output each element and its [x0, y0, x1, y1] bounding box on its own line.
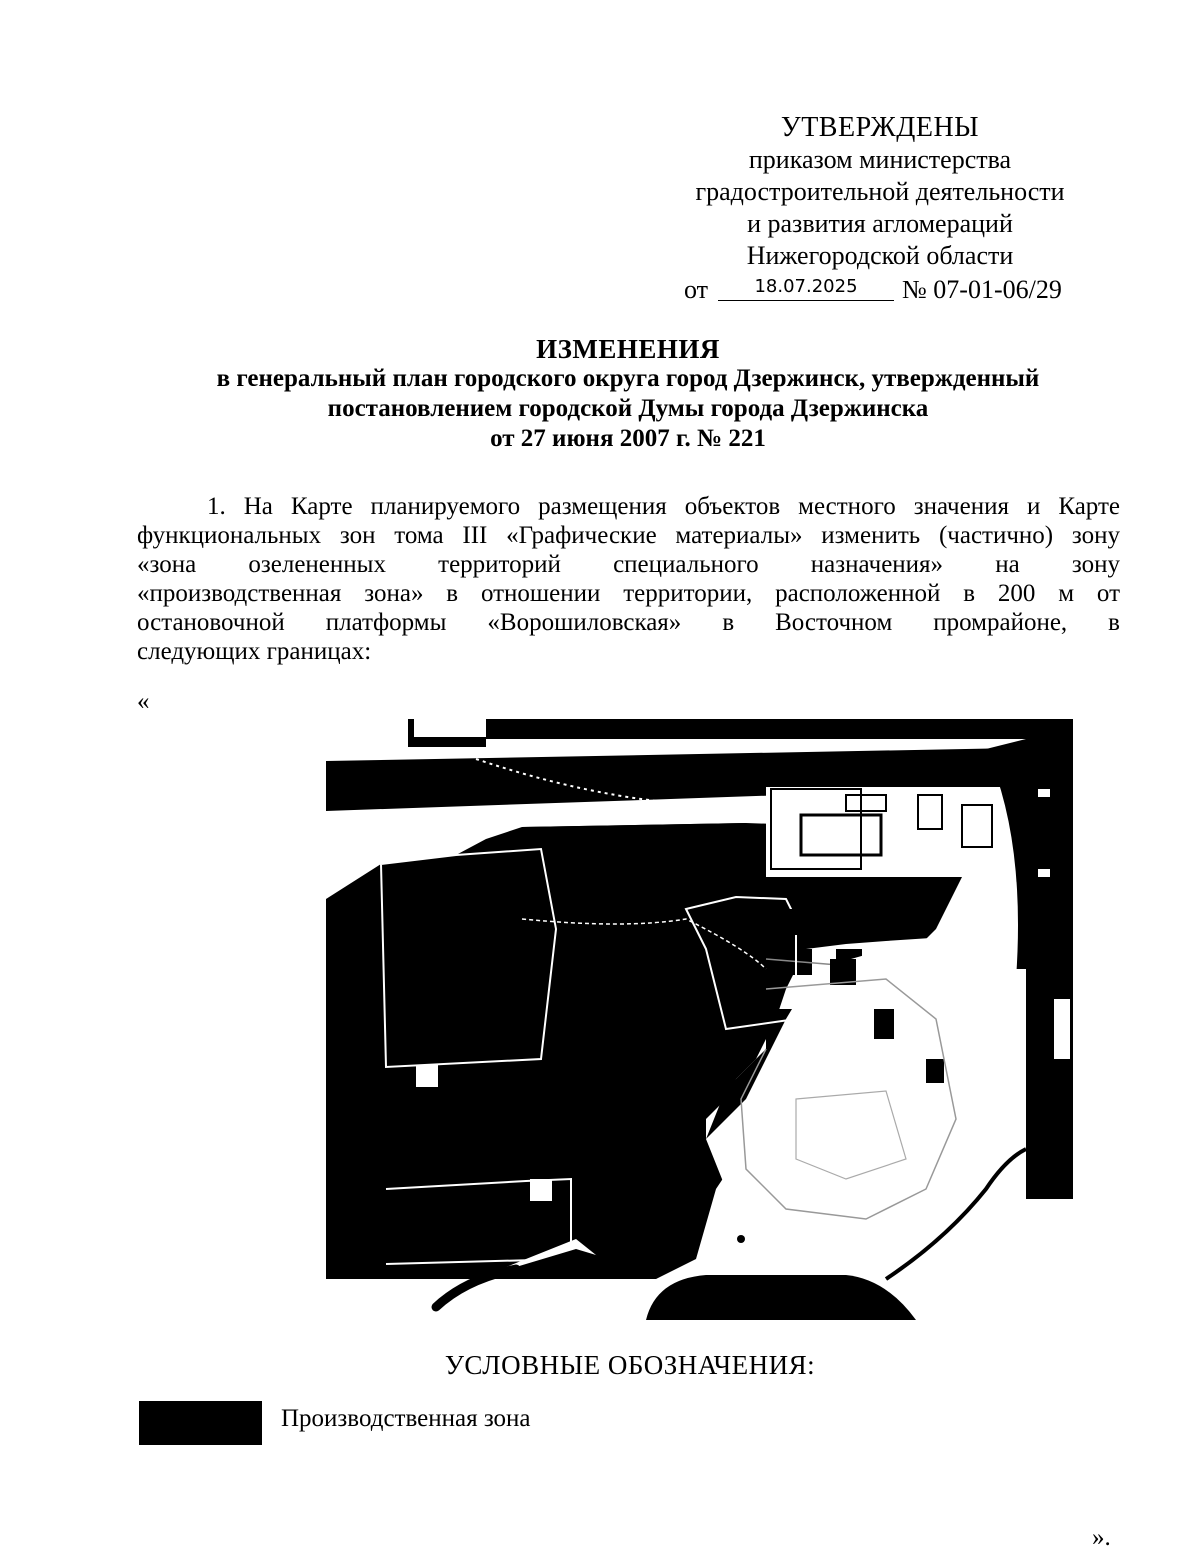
- quote-open: «: [137, 688, 150, 715]
- body-line: следующих границах:: [137, 638, 372, 665]
- approval-number: № 07-01-06/29: [902, 275, 1062, 304]
- body-line: «производственная зона» в отношении территории, расположенной в 200 м от: [137, 580, 1120, 607]
- document-title: [100, 334, 1156, 454]
- legend-title: УСЛОВНЫЕ ОБОЗНАЧЕНИЯ:: [444, 1350, 816, 1380]
- approval-heading: УТВЕРЖДЕНЫ: [780, 112, 980, 143]
- title-line: в генеральный план городского округа город Дзержинск, утвержденный: [216, 365, 1040, 392]
- approval-line: приказом министерства: [748, 145, 1012, 174]
- body-line: функциональных зон тома III «Графические материалы» изменить (частично) зону: [137, 522, 1120, 549]
- title-line: от 27 июня 2007 г. № 221: [490, 425, 766, 452]
- zoning-map: [326, 719, 1073, 1320]
- legend-swatch-production-zone: [139, 1401, 262, 1445]
- body-paragraph: [137, 492, 1120, 666]
- approval-line: и развития агломераций: [747, 209, 1013, 238]
- legend-label: Производственная зона: [281, 1405, 531, 1432]
- body-line: «зона озелененных территорий специального назначения» на зону: [137, 551, 1120, 578]
- body-line: остановочной платформы «Ворошиловская» в Восточном промрайоне, в: [137, 609, 1120, 636]
- date-prefix: от: [684, 275, 709, 304]
- quote-close: ».: [1092, 1524, 1111, 1551]
- approval-line: Нижегородской области: [746, 241, 1014, 270]
- title-line: постановлением городской Думы города Дзержинска: [327, 395, 929, 422]
- approval-dateline: [640, 272, 1120, 306]
- approval-stamp: [640, 112, 1120, 306]
- title-heading: ИЗМЕНЕНИЯ: [536, 334, 720, 364]
- approval-line: градостроительной деятельности: [695, 177, 1065, 206]
- body-line: 1. На Карте планируемого размещения объектов местного значения и Карте: [207, 493, 1120, 520]
- approval-date: 18.07.2025: [718, 274, 894, 301]
